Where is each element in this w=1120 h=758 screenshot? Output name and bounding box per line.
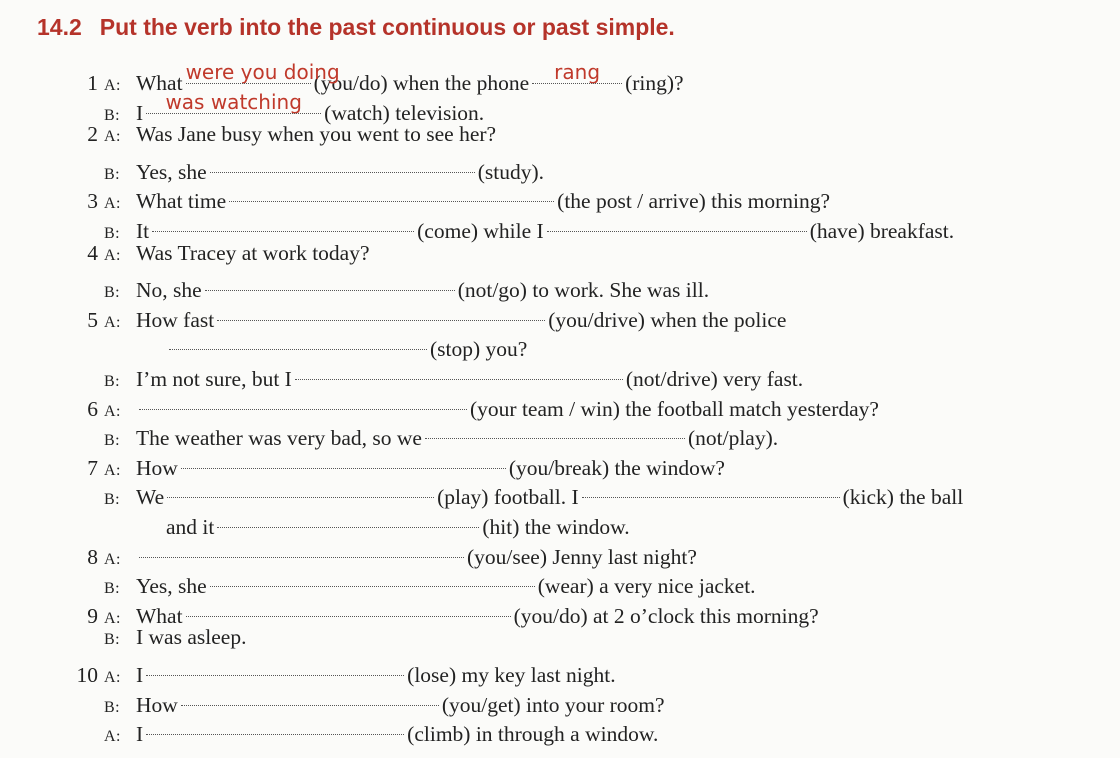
exercise-line bbox=[0, 208, 955, 243]
item-number: 8 bbox=[87, 544, 98, 569]
exercise-line bbox=[0, 326, 528, 362]
item-number: 9 bbox=[87, 603, 98, 628]
prompt-text: How bbox=[136, 455, 178, 480]
answer-blank[interactable] bbox=[229, 178, 554, 208]
answer-blank[interactable] bbox=[152, 208, 414, 238]
exercise-instruction: Put the verb into the past continuous or past simple. bbox=[99, 14, 675, 40]
answer-blank[interactable] bbox=[217, 504, 479, 534]
prompt-text: and it bbox=[166, 515, 215, 539]
speaker-label: B: bbox=[104, 284, 121, 302]
item-number: 3 bbox=[87, 189, 98, 214]
prompt-text: (climb) in through a window. bbox=[407, 722, 659, 747]
exercise-line bbox=[0, 386, 879, 421]
answer-blank[interactable] bbox=[425, 415, 685, 445]
speaker-label: A: bbox=[104, 313, 121, 331]
item-number: 6 bbox=[87, 396, 98, 421]
exercise-line bbox=[0, 149, 544, 184]
answer-blank[interactable] bbox=[532, 60, 622, 90]
item-number: 5 bbox=[87, 307, 98, 332]
answer-blank[interactable] bbox=[181, 445, 506, 475]
prompt-text: Yes, she bbox=[136, 159, 207, 184]
prompt-text: (wear) a very nice jacket. bbox=[537, 574, 756, 599]
prompt-text: What time bbox=[136, 189, 227, 214]
prompt-text: (you/see) Jenny last night? bbox=[467, 544, 697, 569]
prompt-text: What bbox=[136, 603, 183, 628]
exercise-line bbox=[0, 593, 819, 628]
speaker-label: B: bbox=[104, 225, 121, 242]
exercise-line bbox=[0, 60, 684, 95]
speaker-label: A: bbox=[104, 402, 121, 420]
exercise-line bbox=[0, 238, 370, 268]
prompt-text: (stop) you? bbox=[430, 337, 528, 362]
answer-blank[interactable] bbox=[186, 593, 511, 623]
exercise-line bbox=[0, 622, 246, 652]
prompt-text: (study). bbox=[477, 159, 544, 184]
answer-blank[interactable] bbox=[169, 326, 427, 356]
exercise-line bbox=[0, 652, 616, 687]
item-number: 2 bbox=[87, 122, 98, 147]
prompt-text: No, she bbox=[136, 278, 202, 303]
exercise-line bbox=[0, 178, 831, 214]
speaker-label: B: bbox=[104, 491, 121, 509]
answer-blank[interactable] bbox=[139, 534, 464, 564]
speaker-label: B: bbox=[104, 106, 121, 124]
prompt-text: I was asleep. bbox=[136, 625, 247, 650]
prompt-text: (watch) television. bbox=[324, 100, 485, 125]
answer-blank[interactable] bbox=[167, 474, 434, 504]
prompt-text: (not/play). bbox=[687, 426, 779, 451]
prompt-text: I’m not sure, but I bbox=[136, 367, 292, 391]
prompt-text: I bbox=[136, 100, 144, 125]
prompt-text: I bbox=[136, 663, 144, 687]
answer-blank[interactable] bbox=[217, 297, 545, 327]
speaker-label: B: bbox=[104, 373, 121, 390]
answer-blank[interactable] bbox=[547, 208, 807, 238]
prompt-text: (have) breakfast. bbox=[809, 219, 955, 243]
prompt-text: (ring)? bbox=[625, 71, 684, 95]
exercise-line bbox=[0, 711, 659, 747]
answer-blank[interactable] bbox=[295, 356, 623, 386]
prompt-text: (come) while I bbox=[417, 219, 544, 243]
answer-blank[interactable] bbox=[139, 386, 467, 416]
speaker-label: A: bbox=[104, 609, 121, 627]
prompt-text: (your team / win) the football match yesterday? bbox=[470, 396, 879, 421]
answer-blank[interactable] bbox=[210, 149, 475, 179]
prompt-text: The weather was very bad, so we bbox=[136, 426, 422, 451]
handwritten-answer: rang bbox=[554, 60, 601, 84]
exercise-number: 14.2 bbox=[37, 14, 82, 40]
answer-blank[interactable] bbox=[210, 563, 535, 593]
prompt-text: (kick) the ball bbox=[842, 485, 964, 510]
prompt-text: (you/drive) when the police bbox=[548, 307, 787, 332]
exercise-line bbox=[0, 89, 485, 125]
speaker-label: B: bbox=[104, 580, 121, 598]
prompt-text: Was Tracey at work today? bbox=[136, 240, 370, 265]
exercise-line bbox=[0, 474, 964, 510]
prompt-text: (hit) the window. bbox=[482, 515, 630, 539]
speaker-label: A: bbox=[104, 550, 121, 568]
speaker-label: A: bbox=[104, 246, 121, 264]
speaker-label: A: bbox=[104, 461, 121, 479]
exercise-title bbox=[37, 14, 675, 41]
answer-blank[interactable] bbox=[146, 652, 404, 682]
item-number: 7 bbox=[87, 455, 98, 480]
prompt-text: (lose) my key last night. bbox=[407, 663, 616, 687]
exercise-line bbox=[0, 534, 697, 569]
exercise-line bbox=[0, 297, 787, 332]
prompt-text: Yes, she bbox=[136, 574, 207, 599]
answer-blank[interactable] bbox=[185, 60, 340, 90]
prompt-text: (you/get) into your room? bbox=[441, 692, 665, 717]
exercise-line bbox=[0, 415, 779, 451]
exercise-line bbox=[0, 682, 665, 717]
speaker-label: B: bbox=[104, 432, 121, 450]
prompt-text: (you/do) at 2 o’clock this morning? bbox=[513, 603, 819, 628]
exercise-line bbox=[0, 119, 496, 149]
prompt-text: (the post / arrive) this morning? bbox=[557, 189, 831, 214]
prompt-text: (not/drive) very fast. bbox=[625, 367, 804, 391]
speaker-label: A: bbox=[104, 728, 121, 746]
exercise-line bbox=[0, 563, 756, 599]
prompt-text: We bbox=[136, 485, 165, 510]
prompt-text: I bbox=[136, 722, 144, 747]
prompt-text: (not/go) to work. She was ill. bbox=[457, 278, 710, 303]
answer-blank[interactable] bbox=[582, 474, 840, 504]
answer-blank[interactable] bbox=[205, 267, 455, 297]
answer-blank[interactable] bbox=[146, 711, 404, 741]
speaker-label: B: bbox=[104, 698, 121, 716]
prompt-text: What bbox=[136, 71, 183, 95]
handwritten-answer: was watching bbox=[165, 89, 302, 114]
exercise-line bbox=[0, 504, 630, 539]
answer-blank[interactable] bbox=[181, 682, 439, 712]
speaker-label: A: bbox=[104, 128, 121, 146]
exercise-line bbox=[0, 267, 710, 303]
prompt-text: It bbox=[136, 219, 150, 243]
speaker-label: A: bbox=[104, 77, 121, 94]
speaker-label: B: bbox=[104, 631, 121, 649]
speaker-label: A: bbox=[104, 669, 121, 686]
answer-blank[interactable] bbox=[146, 90, 321, 120]
prompt-text: Was Jane busy when you went to see her? bbox=[136, 122, 497, 147]
speaker-label: B: bbox=[104, 165, 121, 183]
speaker-label: A: bbox=[104, 195, 121, 213]
prompt-text: (you/do) when the phone bbox=[313, 71, 530, 95]
prompt-text: How bbox=[136, 692, 178, 717]
prompt-text: (play) football. I bbox=[437, 485, 579, 510]
handwritten-answer: were you doing bbox=[185, 60, 340, 84]
item-number: 10 bbox=[76, 663, 98, 687]
item-number: 4 bbox=[87, 240, 98, 265]
exercise-line bbox=[0, 445, 725, 480]
prompt-text: (you/break) the window? bbox=[508, 455, 725, 480]
item-number: 1 bbox=[87, 71, 98, 95]
prompt-text: How fast bbox=[136, 307, 215, 332]
exercise-line bbox=[0, 356, 804, 391]
